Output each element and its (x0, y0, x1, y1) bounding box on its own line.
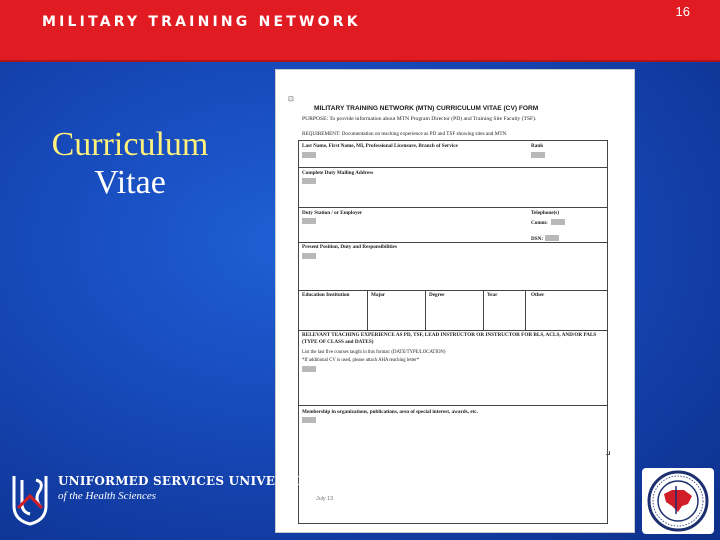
name-field-label: Last Name, First Name, MI, Professional Licensure, Branch of Service (302, 143, 458, 149)
education-label: Education Institution (302, 292, 350, 298)
form-row-divider (299, 167, 607, 168)
slide-number: 16 (675, 4, 690, 19)
year-label: Year (487, 292, 498, 298)
form-row-divider (299, 242, 607, 243)
document-title: MILITARY TRAINING NETWORK (MTN) CURRICULUM VITAE (CV) FORM (314, 105, 539, 112)
usu-emblem-icon (10, 472, 50, 528)
cv-form-table (298, 140, 608, 524)
document-footer: July 13 (316, 496, 334, 502)
comm-input[interactable] (551, 219, 565, 225)
form-row-divider (299, 330, 607, 331)
column-divider (525, 290, 526, 330)
document-anchor-icon: ⊡ (288, 95, 294, 103)
header-bar (0, 0, 720, 62)
attach-note: *If additional CV is used, please attach AHA teaching letter* (302, 358, 420, 363)
duty-station-input[interactable] (302, 218, 316, 224)
form-row-divider (299, 207, 607, 208)
form-row-divider (299, 290, 607, 291)
column-divider (483, 290, 484, 330)
document-instruction: REQUIREMENT: Documentation on teaching experience as PD and TSF showing sites and MTN. (302, 131, 508, 137)
major-label: Major (371, 292, 386, 298)
membership-label: Membership in organizations, publications, area of special interest, awards, etc. (302, 409, 478, 415)
usu-logo (10, 470, 318, 530)
dsn-label: DSN: (531, 236, 544, 242)
header-title: MILITARY TRAINING NETWORK (42, 14, 361, 30)
document-purpose: PURPOSE: To provide information about MTN Program Director (PD) and Training Site Faculty (TSF). (302, 116, 537, 122)
telephone-label: Telephone(s) (531, 210, 560, 216)
mailing-address-label: Complete Duty Mailing Address (302, 170, 374, 176)
last-taught-note: List the last five courses taught in this format: (DATE/TYPE/LOCATION) (302, 350, 446, 355)
position-input[interactable] (302, 253, 316, 259)
usu-name: UNIFORMED SERVICES UNIVERSITY (58, 474, 318, 488)
seal-logo (642, 468, 714, 534)
slide-title-line2: Vitae (94, 164, 166, 201)
medical-seal-icon (642, 468, 714, 534)
rank-input[interactable] (531, 152, 545, 158)
cv-form-document (276, 70, 634, 532)
corner-mark (606, 451, 610, 455)
membership-input[interactable] (302, 417, 316, 423)
position-label: Present Position, Duty and Responsibilities (302, 244, 397, 250)
slide-title-line1: Curriculum (51, 126, 209, 163)
column-divider (367, 290, 368, 330)
experience-input[interactable] (302, 366, 316, 372)
slide-title (30, 126, 230, 202)
mailing-address-input[interactable] (302, 178, 316, 184)
form-row-divider (299, 405, 607, 406)
usu-subtitle: of the Health Sciences (58, 490, 157, 502)
duty-station-label: Duty Station / or Employer (302, 210, 363, 216)
experience-label: RELEVANT TEACHING EXPERIENCE AS PD, TSF, LEAD INSTRUCTOR OR INSTRUCTOR FOR BLS, ACLS, AND/OR PALS (TYPE OF CLASS and DATES) (302, 332, 597, 345)
rank-field-label: Rank (531, 143, 544, 149)
column-divider (425, 290, 426, 330)
dsn-input[interactable] (545, 235, 559, 241)
comm-label: Comm: (531, 220, 548, 226)
name-input[interactable] (302, 152, 316, 158)
other-label: Other (531, 292, 545, 298)
degree-label: Degree (429, 292, 445, 298)
